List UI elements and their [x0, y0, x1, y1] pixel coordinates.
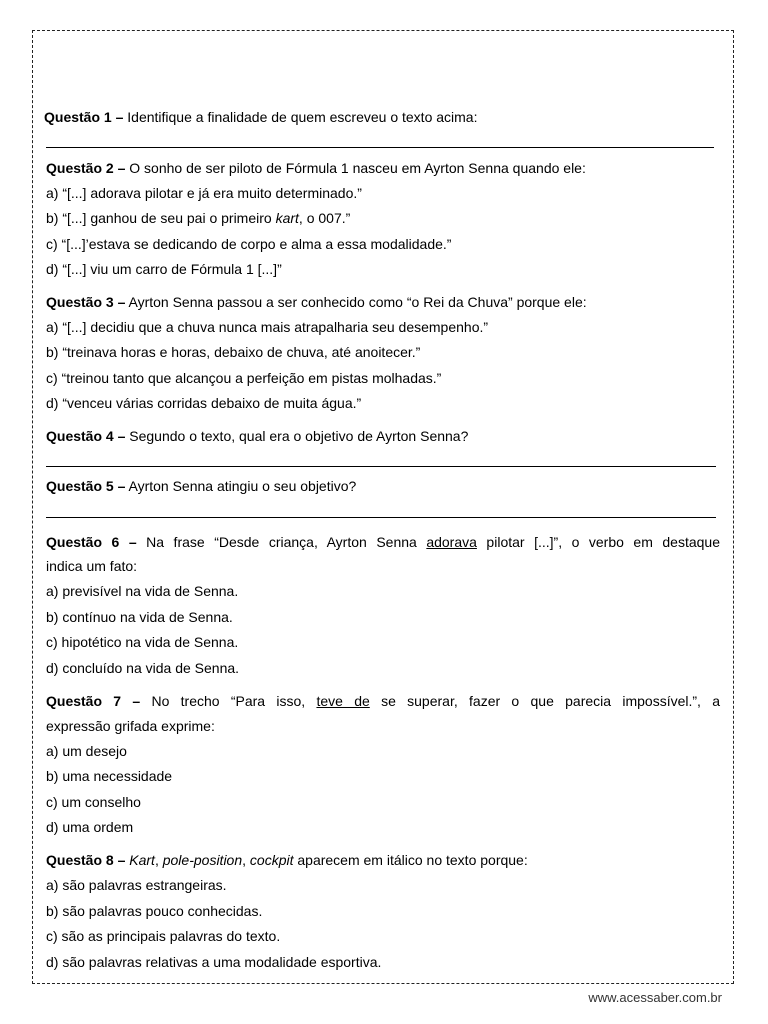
question-7: Questão 7 – No trecho “Para isso, teve de se superar, fazer o que parecia impossível.”, a — [46, 693, 720, 709]
option-c: c) um conselho — [46, 794, 141, 810]
question-text: Identifique a finalidade de quem escreveu o texto acima: — [127, 109, 478, 125]
question-6-line2: indica um fato: — [46, 558, 138, 574]
answer-line[interactable] — [46, 147, 714, 148]
question-label: Questão 7 – — [46, 693, 141, 709]
question-8: Questão 8 – Kart, pole-position, cockpit aparecem em itálico no texto porque: — [46, 852, 528, 868]
question-label: Questão 1 – — [44, 109, 124, 125]
question-text: Segundo o texto, qual era o objetivo de Ayrton Senna? — [129, 428, 469, 444]
question-label: Questão 2 – — [46, 160, 126, 176]
option-d: d) “[...] viu um carro de Fórmula 1 [...]” — [46, 261, 282, 277]
question-7-line2: expressão grifada exprime: — [46, 718, 215, 734]
option-a: a) um desejo — [46, 743, 127, 759]
question-label: Questão 3 – — [46, 294, 126, 310]
option-c: c) “[...]’estava se dedicando de corpo e alma a essa modalidade.” — [46, 236, 452, 252]
footer-url[interactable]: www.acessaber.com.br — [588, 990, 722, 1005]
option-d: d) uma ordem — [46, 819, 134, 835]
answer-line[interactable] — [46, 517, 716, 518]
option-d: d) “venceu várias corridas debaixo de muita água.” — [46, 395, 362, 411]
question-text: Ayrton Senna passou a ser conhecido como “o Rei da Chuva” — [128, 294, 513, 310]
question-label: Questão 4 – — [46, 428, 126, 444]
question-3: Questão 3 – Ayrton Senna passou a ser conhecido como “o Rei da Chuva” porque ele: — [46, 294, 587, 310]
option-d: d) são palavras relativas a uma modalidade esportiva. — [46, 954, 382, 970]
answer-line[interactable] — [46, 466, 716, 467]
option-b: b) contínuo na vida de Senna. — [46, 609, 233, 625]
question-2 — [46, 159, 586, 177]
underlined-expression: teve de — [316, 693, 370, 709]
question-label: Questão 6 – — [46, 534, 137, 550]
option-a: a) “[...] adorava pilotar e já era muito determinado.” — [46, 185, 362, 201]
option-b: b) “treinava horas e horas, debaixo de chuva, até anoitecer.” — [46, 344, 421, 360]
underlined-word: adorava — [426, 534, 477, 550]
option-a: a) previsível na vida de Senna. — [46, 583, 239, 599]
option-b: b) “[...] ganhou de seu pai o primeiro kart, o 007.” — [46, 210, 351, 226]
question-text: O sonho de ser piloto de Fórmula 1 nasceu em Ayrton Senna quando ele: — [129, 160, 586, 176]
option-a: a) são palavras estrangeiras. — [46, 877, 227, 893]
option-a: a) “[...] decidiu que a chuva nunca mais atrapalharia seu desempenho.” — [46, 319, 489, 335]
option-b: b) são palavras pouco conhecidas. — [46, 903, 263, 919]
question-label: Questão 8 – — [46, 852, 126, 868]
question-5 — [46, 477, 356, 495]
option-b: b) uma necessidade — [46, 768, 173, 784]
question-6: Questão 6 – Na frase “Desde criança, Ayrton Senna adorava pilotar [...]”, o verbo em destaque — [46, 534, 720, 550]
question-4 — [46, 427, 468, 445]
question-label: Questão 5 – — [46, 478, 126, 494]
option-c: c) são as principais palavras do texto. — [46, 928, 281, 944]
option-c: c) hipotético na vida de Senna. — [46, 634, 239, 650]
question-text: Ayrton Senna atingiu o seu objetivo? — [128, 478, 357, 494]
option-c: c) “treinou tanto que alcançou a perfeição em pistas molhadas.” — [46, 370, 442, 386]
option-d: d) concluído na vida de Senna. — [46, 660, 240, 676]
question-1 — [44, 108, 477, 126]
